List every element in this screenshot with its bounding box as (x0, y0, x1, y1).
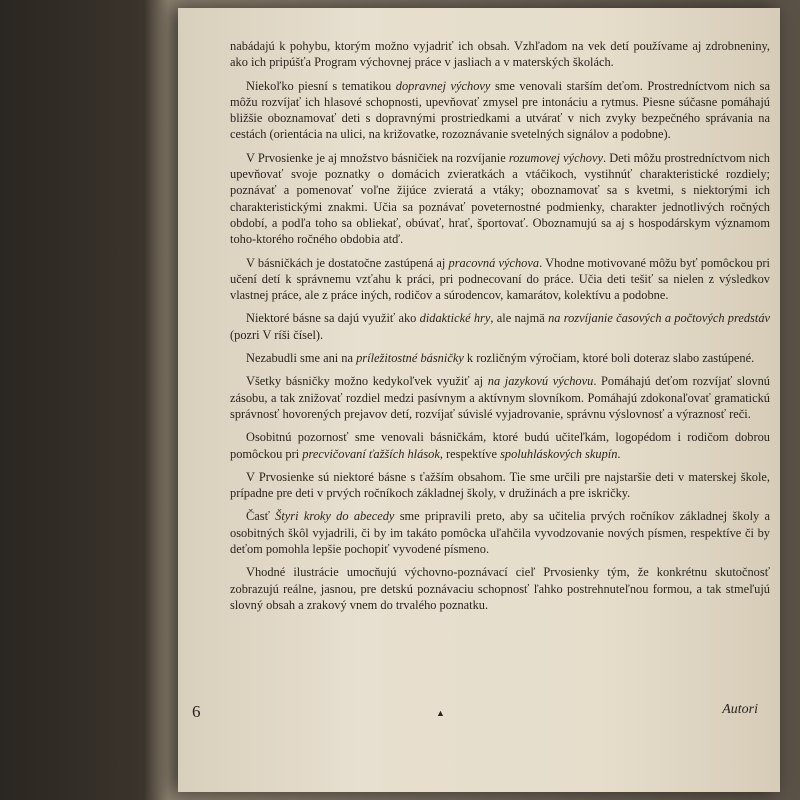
paragraph-p11 (230, 564, 770, 613)
authors-signature: Autori (722, 702, 758, 717)
paragraph-text: Časť (246, 509, 276, 524)
body-text (230, 38, 770, 620)
paragraph-text: nabádajú k pohybu, ktorým možno vyjadriť ich obsah. Vzhľadom na vek detí používame aj zdrobneniny, ako ich pripúšťa Program výchovnej práce v jasliach a v materských školách. (230, 39, 770, 70)
paragraph-text: . (617, 446, 621, 461)
paragraph-text: Niektoré básne sa dajú využiť ako (246, 311, 420, 326)
paragraph-p4 (230, 255, 770, 304)
paragraph-text: , respektíve (439, 446, 501, 461)
paragraph-p1 (230, 38, 770, 71)
emphasized-text: dopravnej výchovy (395, 78, 491, 93)
paragraph-text: Vhodné ilustrácie umocňujú výchovno-poznávací cieľ Prvosienky tým, že konkrétnu skutočnosť zobrazujú reálne, jasnou, pre detskú poznávaciu schopnosť ľahko postrehnuteľnou formou, a tak stmeľujú slovný obsah a zrakový vnem do trvalého poznatku. (230, 565, 770, 612)
paragraph-text: . Deti môžu prostredníctvom nich upevňovať svoje poznatky o domácich zvieratkách a vtáčikoch, vystihnúť charakteristické rozdiely; poznávať a pomenovať voľne žijúce zvieratá a vtáky; oboznamovať sa s kvetmi, s niektorými ich charakteristickými znakmi. Učia sa poznávať poveternostné podmienky, charakter jednotlivých ročných období, a podľa toho sa obliekať, obúvať, hrať, športovať. Oboznamujú sa aj s hospodárskym významom toho-ktorého ročného obdobia atď. (230, 150, 770, 247)
paragraph-text: . Vhodne motivované môžu byť pomôckou pri učení detí k správnemu vzťahu k práci, pri podnecovaní do práce. Učia deti tešiť sa nielen z výsledkov vlastnej práce, ale z práce iných, rodičov a súrodencov, kamarátov, kolektívu a podobne. (230, 255, 770, 303)
paragraph-text: sme venovali starším deťom. Prostredníctvom nich sa môžu rozvíjať ich hlasové schopnosti, upevňovať zmysel pre intonáciu a rytmus. Piesne súčasne pomáhajú bližšie oboznamovať deti s dopravnými prostriedkami a utvárať v nich zvyky bezpečného správania na cestách (orientácia na ulici, na križovatke, rozoznávanie svetelných signálov a podobne). (230, 78, 770, 142)
paragraph-text: . Pomáhajú deťom rozvíjať slovnú zásobu, a tak znižovať rozdiel medzi pasívnym a aktívnym slovníkom. Pomáhajú zdokonaľovať gramatickú správnosť hovorených prejavov detí, rozvíjať súvislé vyjadrovanie, správnu výslovnosť a výraznosť reči. (230, 374, 770, 421)
paragraph-text: , ale najmä (490, 311, 549, 326)
paragraph-p10 (230, 508, 770, 557)
paragraph-text: Nezabudli sme ani na (246, 351, 357, 366)
paragraph-p5 (230, 310, 770, 343)
paragraph-text: V Prvosienke je aj množstvo básničiek na rozvíjanie (246, 150, 509, 165)
book-page (178, 8, 780, 792)
paragraph-text: k rozličným výročiam, ktoré boli doteraz slabo zastúpené. (463, 351, 755, 366)
paragraph-text: V básničkách je dostatočne zastúpená aj (246, 255, 449, 270)
emphasized-text: príležitostné básničky (356, 351, 464, 366)
emphasized-text: precvičovaní ťažších hlások (302, 446, 440, 461)
emphasized-text: rozumovej výchovy (508, 150, 603, 165)
paragraph-p9 (230, 469, 770, 502)
paragraph-text: Všetky básničky možno kedykoľvek využiť aj (246, 374, 488, 389)
paragraph-text: (pozri V ríši čísel). (230, 327, 324, 342)
emphasized-text: pracovná výchova (448, 255, 540, 270)
paragraph-p8 (230, 429, 770, 462)
paragraph-text: sme pripravili preto, aby sa učitelia prvých ročníkov základnej školy a osobitných škôl vyjadrili, či by im takáto pomôcka uľahčila vyvodzovanie nových písmen, respektíve či by deťom pomohla lepšie pochopiť vyvodené písmeno. (230, 509, 770, 557)
paragraph-p2 (230, 78, 770, 143)
emphasized-text: na jazykovú výchovu (487, 374, 594, 389)
emphasized-text: na rozvíjanie časových a počtových predstáv (548, 311, 771, 326)
paragraph-text: Niekoľko piesní s tematikou (246, 78, 396, 93)
paragraph-p6 (230, 350, 770, 366)
paragraph-text: Osobitnú pozornosť sme venovali básničkám, ktoré budú učiteľkám, logopédom i rodičom dobrou pomôckou pri (230, 430, 770, 461)
paragraph-p3 (230, 150, 770, 248)
paragraph-text: V Prvosienke sú niektoré básne s ťažším obsahom. Tie sme určili pre najstaršie deti v materskej škole, prípadne pre deti v prvých ročníkoch základnej školy, v družinách a pre iskričky. (230, 469, 770, 501)
paragraph-p7 (230, 373, 770, 422)
emphasized-text: Štyri kroky do abecedy (275, 509, 395, 524)
emphasized-text: didaktické hry (419, 311, 491, 326)
page-number: 6 (192, 702, 201, 721)
page-footer (192, 702, 772, 724)
printer-mark: ▲ (436, 708, 445, 718)
emphasized-text: spoluhláskových skupín (500, 446, 618, 461)
